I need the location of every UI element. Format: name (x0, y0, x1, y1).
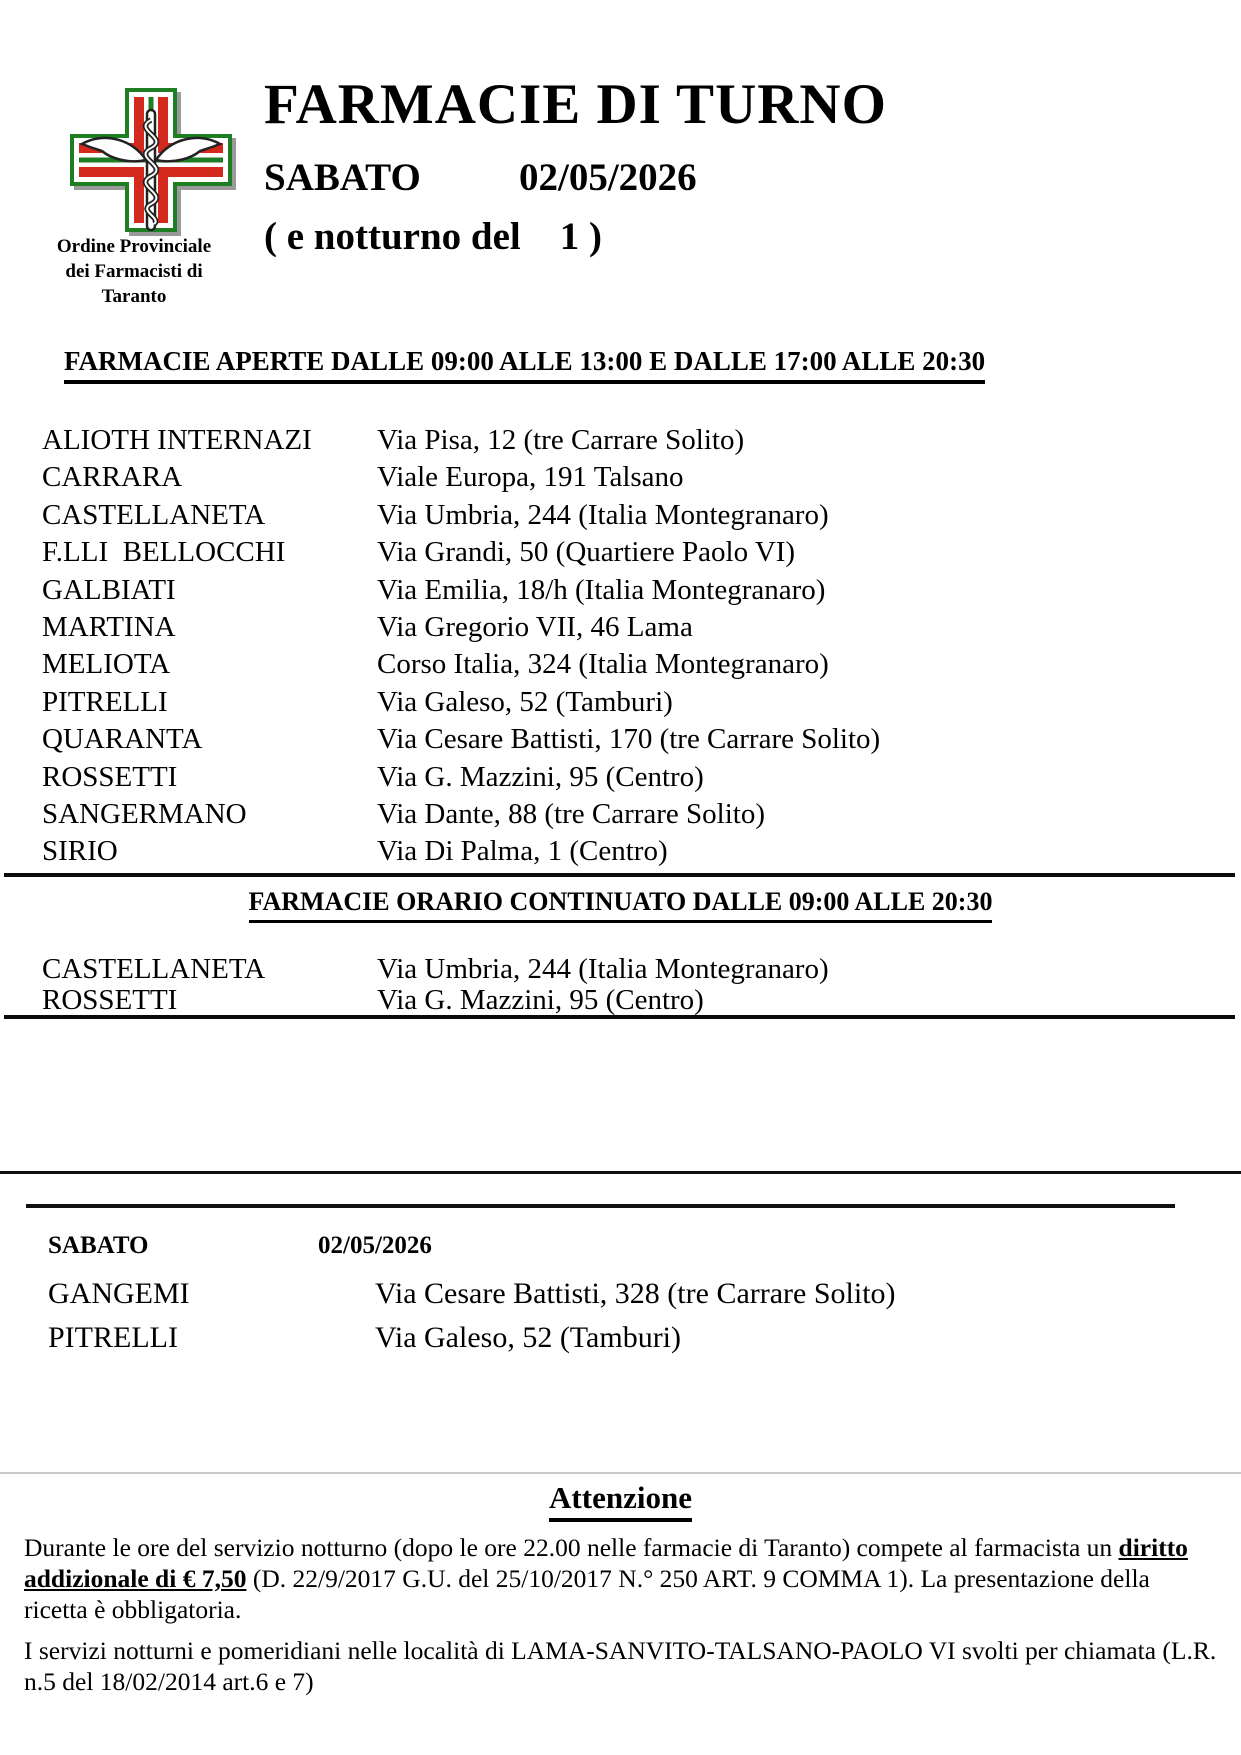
page-title: FARMACIE DI TURNO (264, 73, 887, 136)
pharmacy-address: Via Galeso, 52 (Tamburi) (377, 685, 673, 718)
pharmacy-row (42, 609, 1221, 646)
pharmacy-name: ROSSETTI (42, 760, 178, 793)
pharmacy-address: Via Gregorio VII, 46 Lama (377, 611, 693, 644)
pharmacy-name: CASTELLANETA (42, 498, 266, 531)
attention-title: Attenzione (24, 1480, 1217, 1522)
pharmacy-name: MARTINA (42, 611, 176, 644)
org-line-1: Ordine Provinciale (56, 236, 212, 257)
pharmacy-row (48, 1272, 1241, 1316)
pharmacy-row (42, 684, 1221, 721)
night-pharmacies-list (48, 1272, 1241, 1360)
pharmacy-address: Via G. Mazzini, 95 (Centro) (377, 760, 704, 793)
separator-line-full (0, 1171, 1241, 1174)
pharmacy-name: SIRIO (42, 835, 118, 868)
pharmacy-name: QUARANTA (42, 723, 203, 756)
pharmacy-name: CASTELLANETA (42, 952, 266, 984)
pharmacy-row (42, 953, 1221, 984)
title-block (264, 72, 887, 259)
continuous-pharmacies-list (42, 953, 1221, 1015)
pharmacy-row (42, 497, 1221, 534)
pharmacy-row (42, 534, 1221, 571)
night-service-note: ( e notturno del 1 ) (264, 215, 602, 258)
section-continuous-hours-heading: FARMACIE ORARIO CONTINUATO DALLE 09:00 ALLE 20:30 (0, 887, 1241, 923)
attention-notice (0, 1472, 1241, 1697)
pharmacy-row (42, 721, 1221, 758)
pharmacists-order-cross-logo (66, 86, 238, 238)
surcharge-amount: diritto addizionale di € 7,50 (24, 1532, 1188, 1593)
pharmacy-address: Via G. Mazzini, 95 (Centro) (377, 983, 704, 1015)
pharmacy-name: MELIOTA (42, 648, 171, 681)
pharmacy-name: ALIOTH INTERNAZI (42, 424, 312, 456)
separator-line-short (26, 1204, 1175, 1208)
pharmacy-name: GALBIATI (42, 573, 176, 606)
weekday-label: SABATO (264, 156, 421, 199)
section-divider (4, 873, 1235, 877)
pharmacy-row (42, 833, 1221, 870)
pharmacy-row (42, 796, 1221, 833)
pharmacy-address: Via Pisa, 12 (tre Carrare Solito) (377, 424, 745, 456)
pharmacy-address: Via Dante, 88 (tre Carrare Solito) (377, 798, 766, 831)
pharmacy-name: PITRELLI (48, 1320, 178, 1354)
document-header (0, 0, 1241, 338)
pharmacy-row (48, 1316, 1241, 1360)
pharmacy-row (42, 459, 1221, 496)
section-open-hours-heading: FARMACIE APERTE DALLE 09:00 ALLE 13:00 E DALLE 17:00 ALLE 20:30 (64, 346, 1241, 384)
pharmacy-address: Via Cesare Battisti, 170 (tre Carrare Solito) (377, 723, 881, 756)
pharmacy-address: Corso Italia, 324 (Italia Montegranaro) (377, 648, 829, 681)
pharmacy-address: Via Grandi, 50 (Quartiere Paolo VI) (377, 536, 796, 569)
notice-paragraph-1: Durante le ore del servizio notturno (dopo le ore 22.00 nelle farmacie di Taranto) compete al farmacista un diritto addizionale di € 7,50 (D. 22/9/2017 G.U. del 25/10/2017 N.° 250 ART. 9 COMMA 1). La presentazione della ricetta è obbligatoria. (24, 1532, 1188, 1624)
pharmacy-address: Via Cesare Battisti, 328 (tre Carrare Solito) (375, 1276, 896, 1310)
pharmacy-address: Via Galeso, 52 (Tamburi) (375, 1320, 682, 1354)
pharmacy-address: Via Emilia, 18/h (Italia Montegranaro) (377, 573, 826, 606)
pharmacy-row (42, 646, 1221, 683)
pharmacy-name: CARRARA (42, 461, 183, 494)
pharmacy-address: Via Di Palma, 1 (Centro) (377, 835, 668, 868)
pharmacy-row (42, 572, 1221, 609)
night-section-header (48, 1232, 1241, 1260)
pharmacy-address: Via Umbria, 244 (Italia Montegranaro) (377, 498, 829, 531)
pharmacy-address: Viale Europa, 191 Talsano (377, 461, 684, 494)
pharmacy-address: Via Umbria, 244 (Italia Montegranaro) (377, 952, 829, 984)
date-value: 02/05/2026 (519, 156, 697, 199)
org-line-2: dei Farmacisti di (65, 261, 203, 282)
date-value: 02/05/2026 (318, 1231, 432, 1259)
night-service-section (0, 1232, 1241, 1360)
pharmacy-name: SANGERMANO (42, 798, 247, 831)
open-pharmacies-list (42, 422, 1221, 871)
pharmacy-name: PITRELLI (42, 685, 168, 718)
organization-name (18, 234, 250, 309)
pharmacy-name: GANGEMI (48, 1276, 190, 1310)
notice-paragraph-2: I servizi notturni e pomeridiani nelle località di LAMA-SANVITO-TALSANO-PAOLO VI svolti per chiamata (L.R. n.5 del 18/02/2014 art.6 e 7) (24, 1635, 1217, 1696)
weekday-label: SABATO (48, 1231, 149, 1259)
org-line-3: Taranto (101, 286, 167, 307)
pharmacy-row (42, 759, 1221, 796)
pharmacy-name: ROSSETTI (42, 983, 178, 1015)
pharmacy-row (42, 984, 1221, 1015)
pharmacy-row (42, 422, 1221, 459)
section-divider (4, 1015, 1235, 1019)
date-line (264, 155, 887, 200)
pharmacy-name: F.LLI BELLOCCHI (42, 536, 286, 569)
